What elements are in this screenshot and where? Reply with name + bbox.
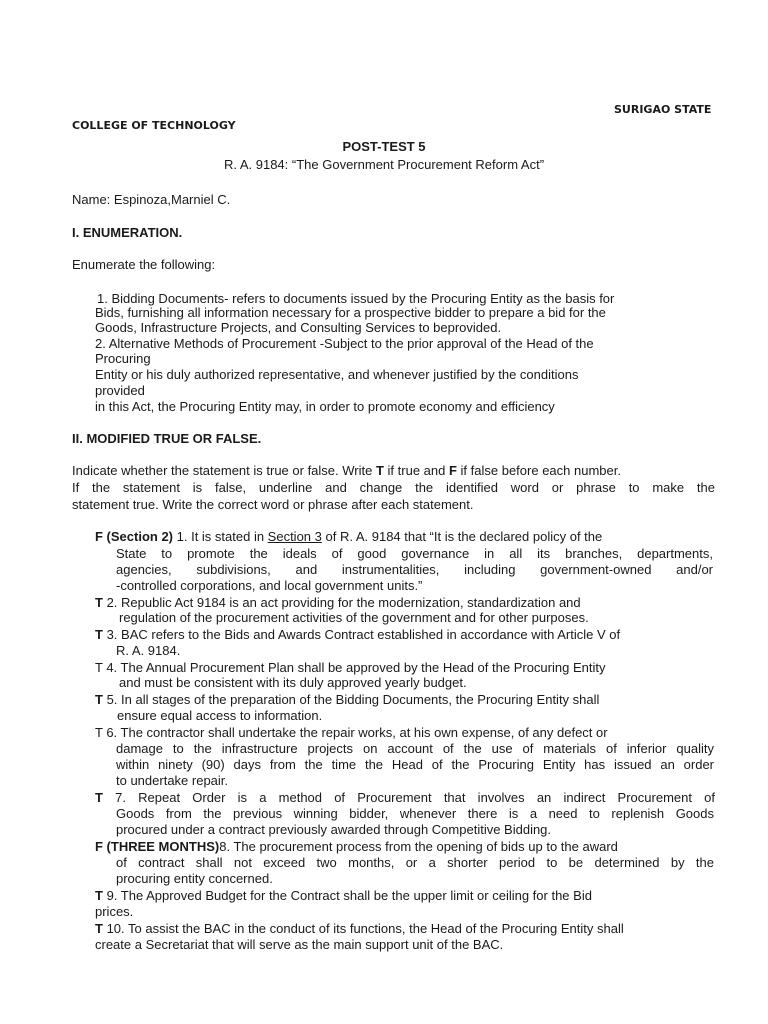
item-7-line: Goods from the previous winning bidder, whenever there is a need to replenish Goods bbox=[116, 806, 714, 821]
underlined-phrase: Section 3 bbox=[267, 529, 322, 544]
item-text: 3. BAC refers to the Bids and Awards Contract established in accordance with Article V of bbox=[102, 627, 621, 642]
item-6-line: within ninety (90) days from the time the Head of the Procuring Entity has issued an order bbox=[116, 757, 714, 772]
item-text: 10. To assist the BAC in the conduct of its functions, the Head of the Procuring Entity shall bbox=[102, 921, 624, 936]
enumeration-line: 1. Bidding Documents- refers to documents issued by the Procuring Entity as the basis for bbox=[97, 291, 615, 306]
item-text: 4. The Annual Procurement Plan shall be approved by the Head of the Procuring Entity bbox=[102, 660, 606, 675]
item-10-line: create a Secretariat that will serve as the main support unit of the BAC. bbox=[95, 937, 504, 952]
item-text: 7. Repeat Order is a method of Procurement that involves an indirect Procurement of bbox=[102, 790, 715, 805]
item-6-line bbox=[95, 725, 608, 740]
instruction-line-3: statement true. Write the correct word or phrase after each statement. bbox=[72, 497, 474, 512]
enumeration-line: in this Act, the Procuring Entity may, in order to promote economy and efficiency bbox=[95, 399, 555, 414]
instruction-false-letter: F bbox=[448, 463, 457, 478]
item-4-answer: T bbox=[95, 660, 103, 675]
enumeration-line: Entity or his duly authorized representative, and whenever justified by the conditions bbox=[95, 367, 579, 382]
item-text: 2. Republic Act 9184 is an act providing for the modernization, standardization and bbox=[102, 595, 581, 610]
item-text: 9. The Approved Budget for the Contract shall be the upper limit or ceiling for the Bid bbox=[102, 888, 592, 903]
item-2-answer: T bbox=[95, 595, 103, 610]
instruction-text: if true and bbox=[383, 463, 449, 478]
student-name: Name: Espinoza,Marniel C. bbox=[72, 192, 231, 207]
school-name-right: SURIGAO STATE bbox=[614, 103, 712, 116]
item-8-line bbox=[95, 839, 715, 854]
item-7-line bbox=[95, 790, 715, 806]
item-9-answer: T bbox=[95, 888, 103, 903]
item-5-answer: T bbox=[95, 692, 103, 707]
item-6-line: to undertake repair. bbox=[116, 773, 229, 788]
item-text: 1. It is stated in bbox=[173, 529, 268, 544]
instruction-text: Indicate whether the statement is true or false. Write bbox=[72, 463, 376, 478]
item-1-line: State to promote the ideals of good governance in all its branches, departments, bbox=[116, 546, 713, 561]
enumeration-line: 2. Alternative Methods of Procurement -Subject to the prior approval of the Head of the bbox=[95, 336, 594, 351]
item-3-answer: T bbox=[95, 627, 103, 642]
item-1-answer: F (Section 2) bbox=[95, 529, 174, 544]
item-2-line bbox=[95, 595, 581, 610]
enumeration-line: Goods, Infrastructure Projects, and Consulting Services to beprovided. bbox=[95, 320, 502, 335]
item-7-line: procured under a contract previously awarded through Competitive Bidding. bbox=[116, 822, 552, 837]
instruction-true-letter: T bbox=[375, 463, 384, 478]
item-text: 6. The contractor shall undertake the repair works, at his own expense, of any defect or bbox=[102, 725, 608, 740]
item-5-line: ensure equal access to information. bbox=[117, 708, 323, 723]
enumeration-line: Bids, furnishing all information necessary for a prospective bidder to prepare a bid for the bbox=[95, 305, 606, 320]
enumeration-line: Procuring bbox=[95, 351, 151, 366]
item-text: 8. The procurement process from the opening of bids up to the award bbox=[219, 839, 618, 854]
item-10-answer: T bbox=[95, 921, 103, 936]
instruction-line-2: If the statement is false, underline and change the identified word or phrase to make the bbox=[72, 480, 715, 495]
item-5-line bbox=[95, 692, 599, 707]
item-9-line bbox=[95, 888, 592, 903]
item-8-line: of contract shall not exceed two months, or a shorter period to be determined by the bbox=[116, 855, 714, 870]
item-1-line: -controlled corporations, and local government units.” bbox=[116, 578, 423, 593]
item-2-line: regulation of the procurement activities of the government and for other purposes. bbox=[119, 610, 589, 625]
page-subtitle: R. A. 9184: “The Government Procurement Reform Act” bbox=[223, 157, 545, 172]
item-3-line bbox=[95, 627, 620, 642]
section-heading-true-false: II. MODIFIED TRUE OR FALSE. bbox=[72, 431, 262, 446]
item-1-line: agencies, subdivisions, and instrumentalities, including government-owned and/or bbox=[116, 562, 713, 577]
item-text: 5. In all stages of the preparation of the Bidding Documents, the Procuring Entity shall bbox=[102, 692, 600, 707]
item-10-line bbox=[95, 921, 624, 936]
instruction-text: if false before each number. bbox=[456, 463, 621, 478]
instruction-line-1 bbox=[72, 463, 715, 478]
school-name-left: COLLEGE OF TECHNOLOGY bbox=[72, 119, 236, 132]
item-3-line: R. A. 9184. bbox=[116, 643, 181, 658]
item-7-answer: T bbox=[95, 790, 103, 805]
item-4-line bbox=[95, 660, 605, 675]
item-6-answer: T bbox=[95, 725, 103, 740]
enumeration-instruction: Enumerate the following: bbox=[72, 257, 216, 272]
item-8-answer: F (THREE MONTHS) bbox=[95, 839, 220, 854]
section-heading-enumeration: I. ENUMERATION. bbox=[72, 225, 183, 240]
item-6-line: damage to the infrastructure projects on account of the use of materials of inferior quality bbox=[116, 741, 714, 756]
item-text: of R. A. 9184 that “It is the declared policy of the bbox=[321, 529, 603, 544]
item-8-line: procuring entity concerned. bbox=[116, 871, 273, 886]
item-9-line: prices. bbox=[95, 904, 134, 919]
item-4-line: and must be consistent with its duly approved yearly budget. bbox=[119, 675, 467, 690]
page-title: POST-TEST 5 bbox=[342, 139, 426, 154]
enumeration-line: provided bbox=[95, 383, 145, 398]
item-1-line bbox=[95, 529, 602, 544]
